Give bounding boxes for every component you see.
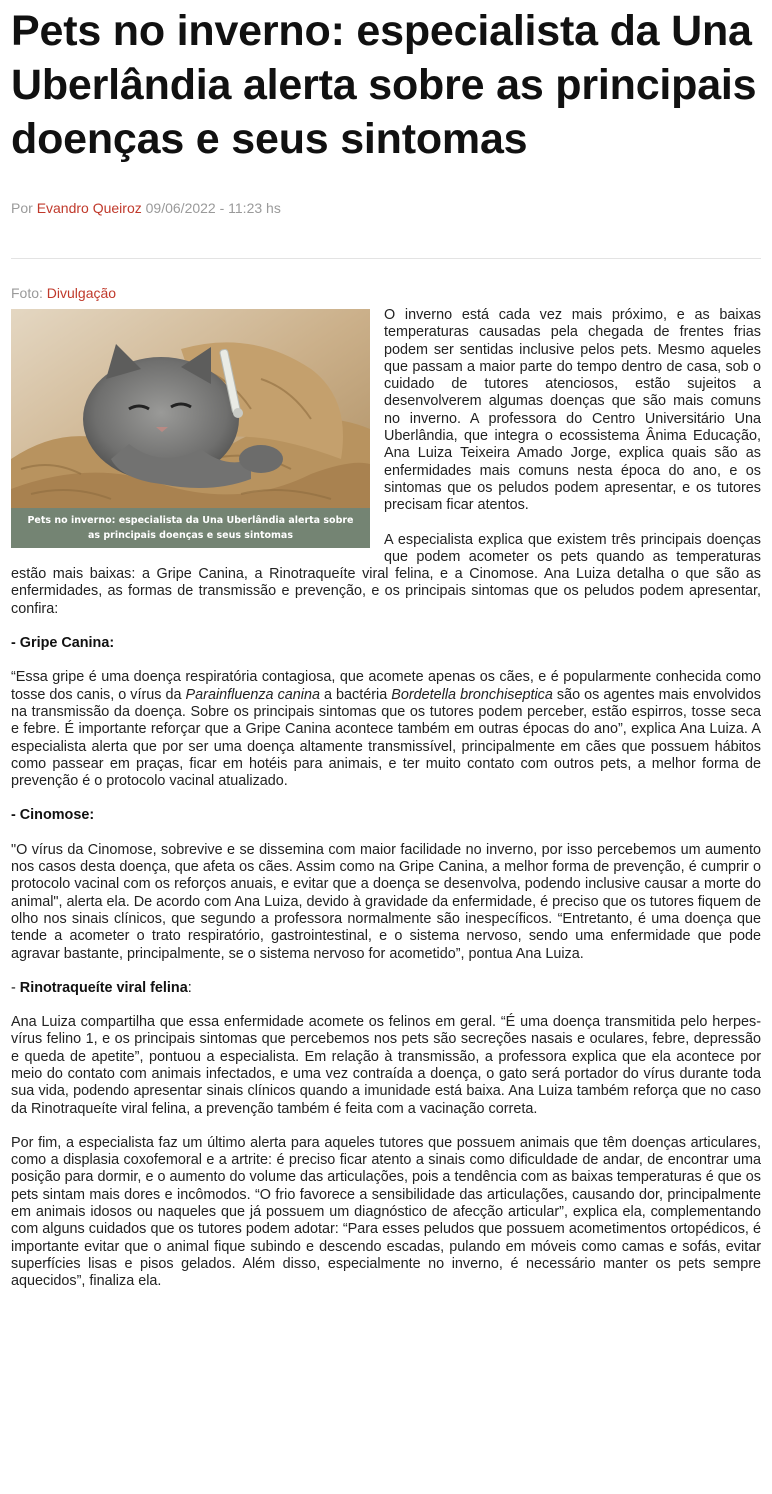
gripe-virus-name: Parainfluenza canina [185, 686, 320, 703]
gripe-canina-paragraph [11, 669, 761, 790]
photo-credit-prefix: Foto: [11, 285, 43, 301]
intro-paragraph: O inverno está cada vez mais próximo, e as baixas temperaturas causadas pela chegada de frentes frias podem ser sentidas inclusive pelos pets. Mesmo aqueles que passam a maior parte do tempo dentro de casa, sob o cuidado de tutores atenciosos, estão sujeitos a desenvolverem algumas doenças que são mais comuns no inverno. A professora do Centro Universitário Una Uberlândia, que integra o ecossistema Ânima Educação, Ana Luiza Teixeira Amado Jorge, explica quais são as enfermidades mais comuns nesta época do ano, e os sintomas que os peludos podem apresentar, e os tutores precisam ficar atentos. [384, 307, 761, 514]
author-link[interactable]: Evandro Queiroz [36, 200, 142, 216]
byline [11, 200, 761, 216]
gripe-text-b: a bactéria [319, 686, 392, 703]
subhead-rino-prefix: - [11, 979, 20, 996]
divider [11, 258, 761, 259]
rinotraqueite-paragraph: Ana Luiza compartilha que essa enfermidade acomete os felinos em geral. “É uma doença transmitida pelo herpes-vírus felino 1, e os principais sintomas que percebemos nos pets são secreções nasais e oculares, febre, depressão e queda de apetite”, pontuou a especialista. Em relação à transmissão, a professora explica que ela acontece por meio do contato com animais infectados, e uma vez contraída a doença, o gato será portador do vírus durante toda sua vida, podendo apresentar sinais clínicos quando a imunidade está baixa. Ana Luiza também reforça que no caso da Rinotraqueíte viral felina, a prevenção também é feita com a vacinação correta. [11, 1014, 761, 1117]
image-caption: Pets no inverno: especialista da Una Uberlândia alerta sobre as principais doenças e seus sintomas [27, 515, 354, 541]
photo-credit-source[interactable]: Divulgação [46, 285, 117, 301]
byline-prefix: Por [11, 200, 33, 216]
gripe-bacteria-name: Bordetella bronchiseptica [391, 686, 553, 703]
overview-paragraph: A especialista explica que existem três principais doenças que podem acometer os pets quando as temperaturas estão mais baixas: a Gripe Canina, a Rinotraqueíte viral felina, e a Cinomose. Ana Luiza detalha o que são as enfermidades, as formas de transmissão e prevenção, e os principais sintomas que os peludos podem apresentar, confira: [11, 531, 761, 617]
subhead-rino-title: Rinotraqueíte viral felina [19, 979, 188, 996]
gripe-text-c: são os agentes mais envolvidos na transmissão da doença. Sobre os principais sintomas que os tutores podem perceber, estão espirros, tosse seca e febre. É importante reforçar que a Gripe Canina acontece também em outras épocas do ano”, explica Ana Luiza. A especialista alerta que por ser uma doença altamente transmissível, principalmente em cães que possuem hábitos como passear em praças, ficar em hotéis para animais, e ter muito contato com outros pets, a melhor forma de prevenção é o protocolo vacinal atualizado. [11, 686, 762, 790]
photo-credit [11, 285, 761, 301]
image-caption-band [11, 508, 370, 548]
article-title: Pets no inverno: especialista da Una Uberlândia alerta sobre as principais doenças e seus sintomas [11, 7, 757, 163]
gripe-text-a: “Essa gripe é uma doença respiratória contagiosa, que acomete apenas os cães, e é popularmente conhecida como tosse dos canis, o vírus da [11, 669, 761, 703]
article [11, 0, 761, 1308]
subhead-rino-suffix: : [187, 979, 192, 996]
subhead-rinotraqueite [11, 980, 761, 997]
subhead-gripe-canina: - Gripe Canina: [11, 635, 115, 652]
subhead-cinomose: - Cinomose: [11, 807, 95, 824]
publish-datetime: 09/06/2022 - 11:23 hs [145, 200, 281, 216]
article-image[interactable] [11, 309, 370, 548]
final-paragraph: Por fim, a especialista faz um último alerta para aqueles tutores que possuem animais que têm doenças articulares, como a displasia coxofemoral e a artrite: é preciso ficar atento a sinais como dificuldade de andar, de encontrar uma posição para dormir, e o aumento do volume das articulações, pois a tendência com as baixas temperaturas é que os pets sintam mais dores e incômodos. “O frio favorece a sensibilidade das articulações, causando dor, principalmente em animais idosos ou naqueles que já possuem um diagnóstico de afecção articular”, explica ela, complementando com alguns cuidados que os tutores podem adotar: “Para esses peludos que possuem acometimentos ortopédicos, é importante evitar que o animal fique subindo e descendo escadas, pulando em móveis como camas e sofás, evitar superfícies lisas e pisos gelados. Além disso, especialmente no inverno, é necessário manter os pets sempre aquecidos”, finaliza ela. [11, 1134, 761, 1290]
article-body [11, 307, 761, 1291]
cinomose-paragraph: "O vírus da Cinomose, sobrevive e se dissemina com maior facilidade no inverno, por isso percebemos um aumento nos casos desta doença, que afeta os cães. Assim como na Gripe Canina, a melhor forma de prevenção, é cumprir o protocolo vacinal com os reforços anuais, e evitar que a doença se desenvolva, podendo inclusive causar a morte do animal", alerta ela. De acordo com Ana Luiza, devido à gravidade da enfermidade, é preciso que os tutores fiquem de olho nos sinais clínicos, que segundo a professora normalmente são inespecíficos. “Entretanto, é uma doença que tende a acometer o trato respiratório, gastrointestinal, e o sistema nervoso, sendo uma enfermidade que pode agravar bastante, principalmente, se o sistema nervoso for acometido”, pontua Ana Luiza. [11, 841, 761, 962]
